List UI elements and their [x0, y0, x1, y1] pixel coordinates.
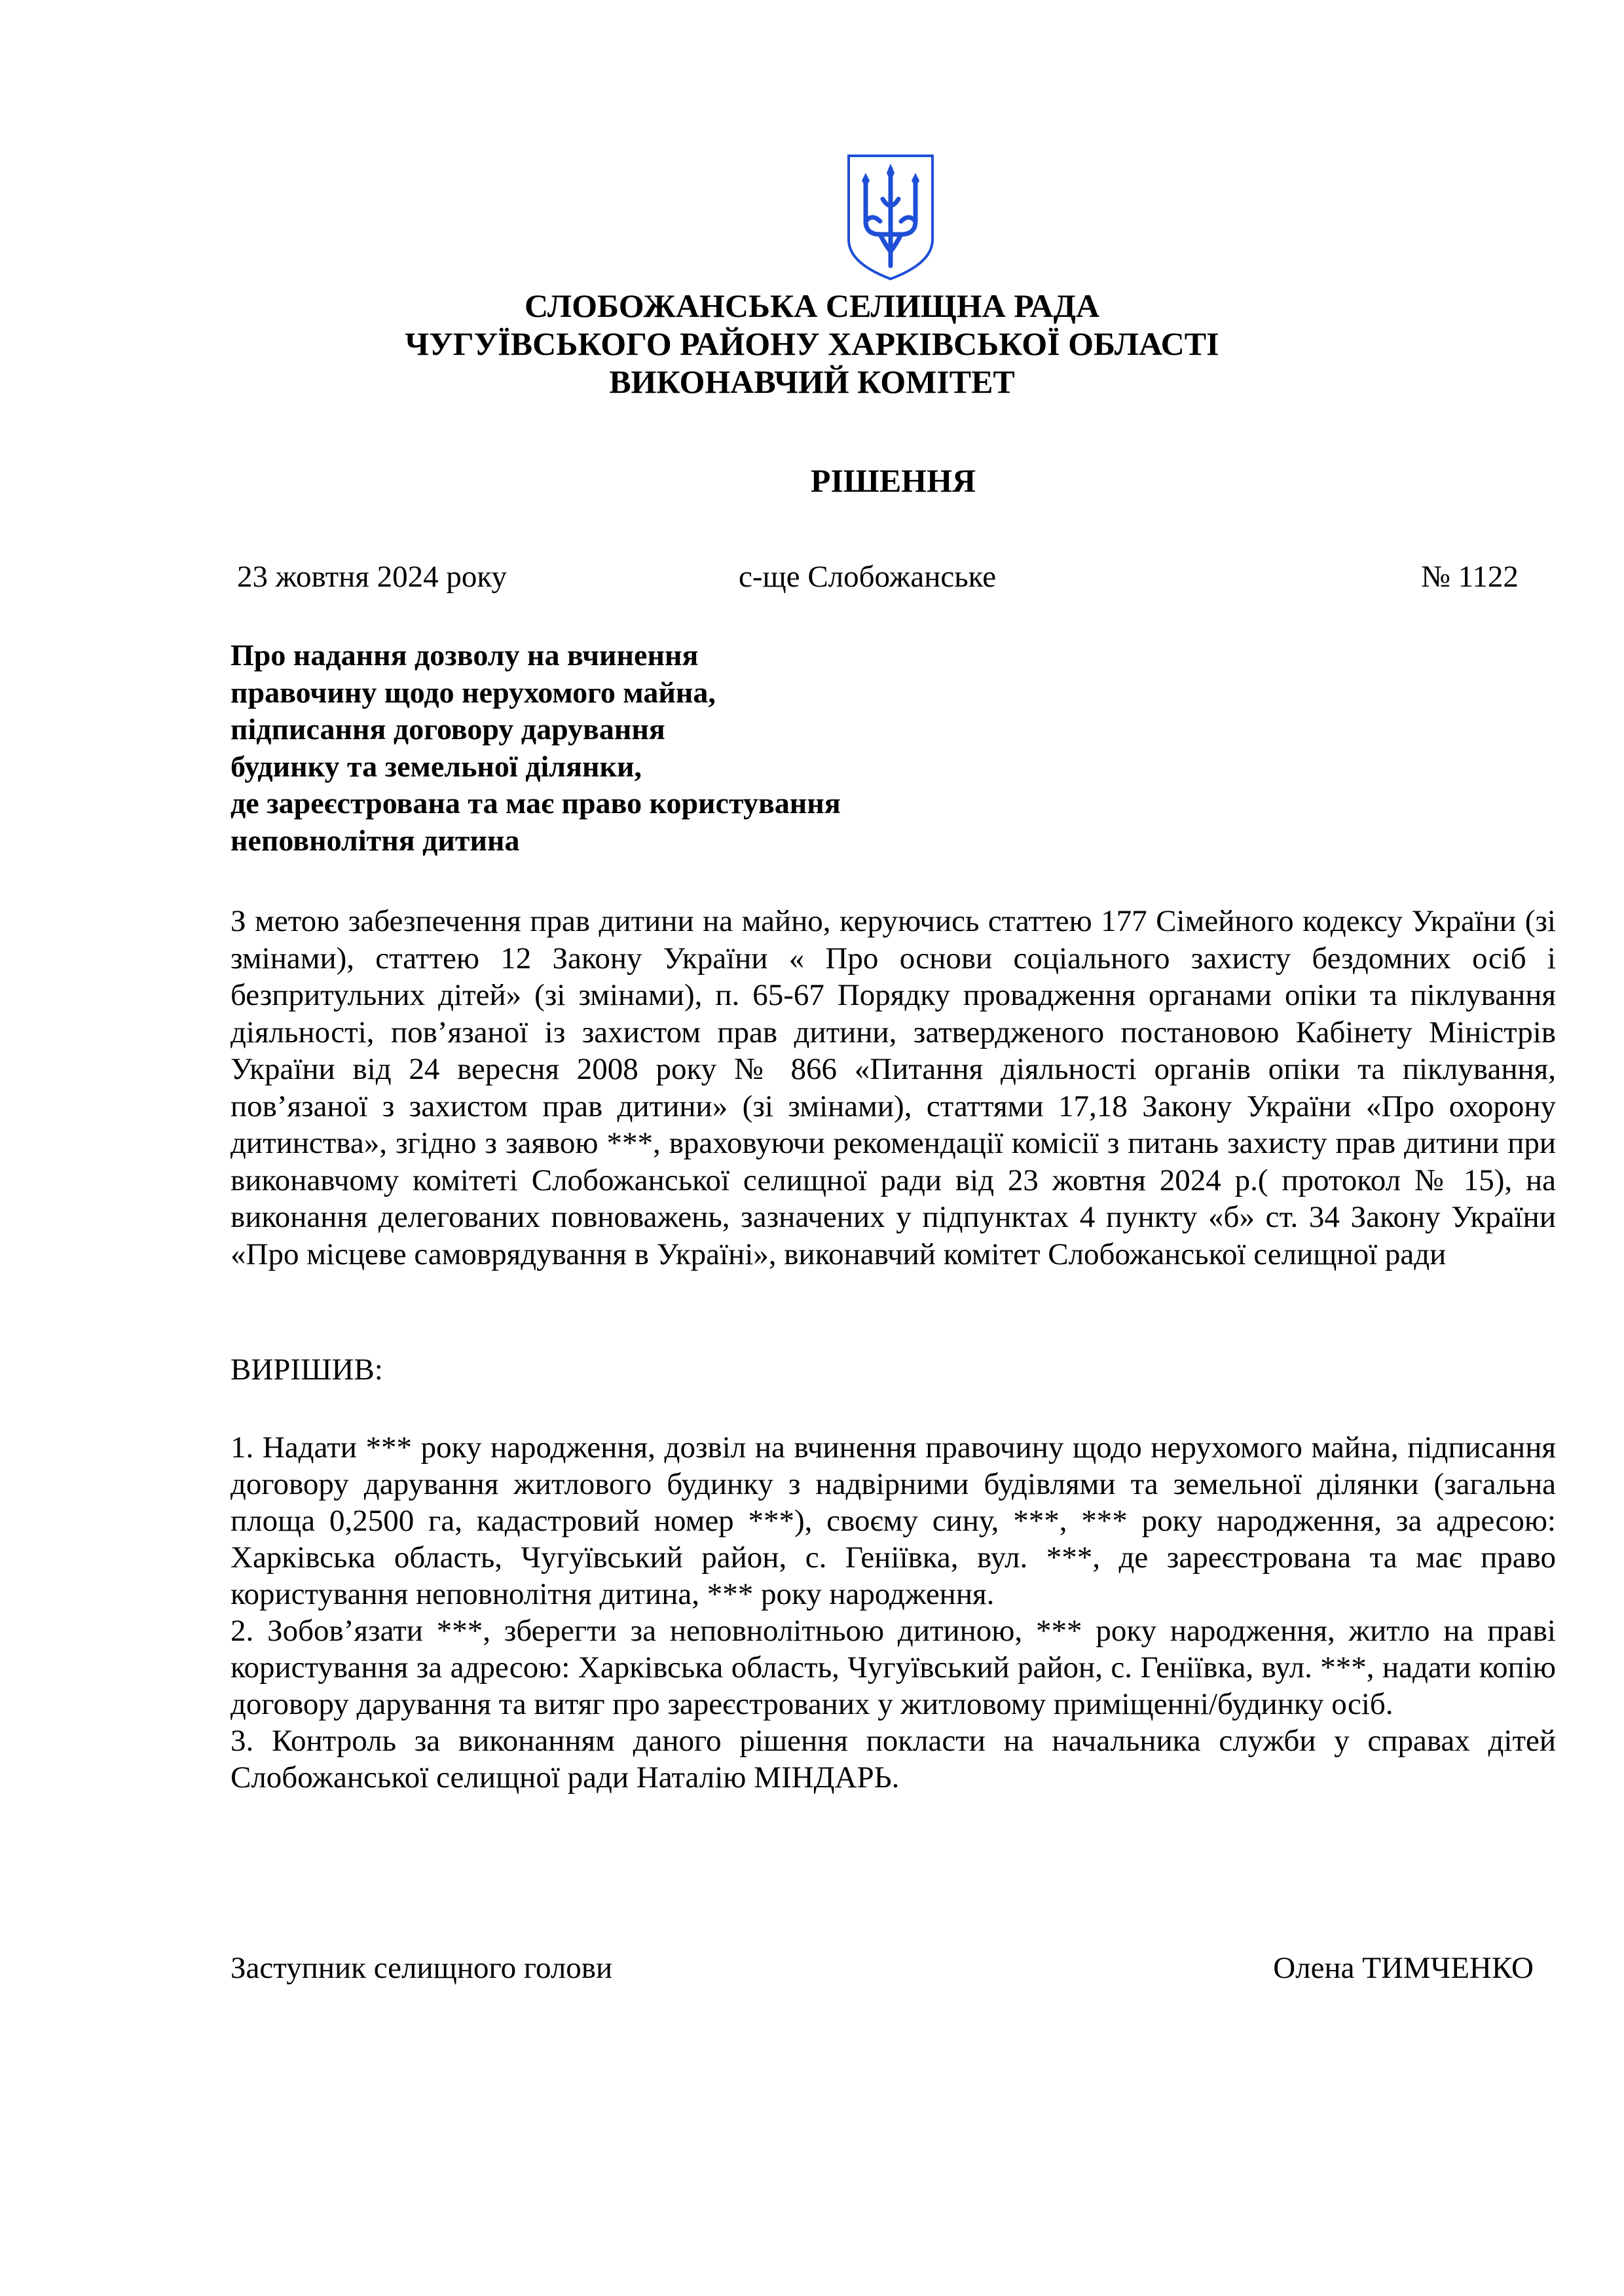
decision-item: 1. Надати *** року народження, дозвіл на вчинення правочину щодо нерухомого майна, підписання договору дарування житлового будинку з надвірними будівлями та земельної ділянки (загальна площа 0,2500 га, кадастровий номер ***), своєму сину, ***, *** року народження, за адресою: Харківська область, Чугуївський район, с. Геніївка, вул. ***, де зареєстрована та має право користування неповнолітня дитина, *** року народження.: [231, 1430, 1556, 1611]
subject-line: неповнолітня дитина: [231, 823, 520, 857]
signatory-name: Олена ТИМЧЕНКО: [1273, 1951, 1534, 1985]
document-subject: [231, 637, 841, 859]
subject-line: Про надання дозволу на вчинення: [231, 638, 699, 672]
subject-line: будинку та земельної ділянки,: [231, 749, 642, 783]
preamble-paragraph: З метою забезпечення прав дитини на майно, керуючись статтею 177 Сімейного кодексу України (зі змінами), статтею 12 Закону України « Про основи соціального захисту бездомних осіб і безпритульних дітей» (зі змінами), п. 65-67 Порядку провадження органами опіки та піклування діяльності, пов’язаної із захистом прав дитини, затвердженого постановою Кабінету Міністрів України від 24 вересня 2008 року № 866 «Питання діяльності органів опіки та піклування, пов’язаної з захистом прав дитини» (зі змінами), статтями 17,18 Закону України «Про охорону дитинства», згідно з заявою ***, враховуючи рекомендації комісії з питань захисту прав дитини при виконавчому комітеті Слобожанської селищної ради від 23 жовтня 2024 р.( протокол № 15), на виконання делегованих повноважень, зазначених у підпунктах 4 пункту «б» ст. 34 Закону України «Про місцеве самоврядування в Україні», виконавчий комітет Слобожанської селищної ради: [231, 904, 1556, 1271]
document-number: № 1122: [1421, 560, 1519, 594]
document-place: с-ще Слобожанське: [739, 560, 997, 594]
decision-items: [231, 1429, 1556, 1796]
decided-label: ВИРІШИВ:: [231, 1353, 383, 1387]
coat-of-arms-icon: [846, 153, 935, 282]
document-title: РІШЕННЯ: [810, 462, 976, 499]
decision-item: 3. Контроль за виконанням даного рішення покласти на начальника служби у справах дітей Слобожанської селищної ради Наталію МІНДАРЬ.: [231, 1724, 1556, 1795]
signatory-position: Заступник селищного голови: [231, 1951, 613, 1985]
document-date: 23 жовтня 2024 року: [237, 560, 507, 594]
header-council-name: СЛОБОЖАНСЬКА СЕЛИЩНА РАДА: [525, 287, 1099, 324]
subject-line: правочину щодо нерухомого майна,: [231, 675, 716, 709]
decision-item: 2. Зобов’язати ***, зберегти за неповнолітньою дитиною, *** року народження, житло на праві користування за адресою: Харківська область, Чугуївський район, с. Геніївка, вул. ***, надати копію договору дарування та витяг про зареєстрованих у житловому приміщенні/будинку осіб.: [231, 1614, 1556, 1721]
header-committee-name: ВИКОНАВЧИЙ КОМІТЕТ: [609, 363, 1015, 400]
organization-header: [231, 287, 1393, 401]
header-district-name: ЧУГУЇВСЬКОГО РАЙОНУ ХАРКІВСЬКОЇ ОБЛАСТІ: [405, 325, 1219, 362]
subject-line: де зареєстрована та має право користування: [231, 786, 841, 820]
subject-line: підписання договору дарування: [231, 712, 665, 746]
